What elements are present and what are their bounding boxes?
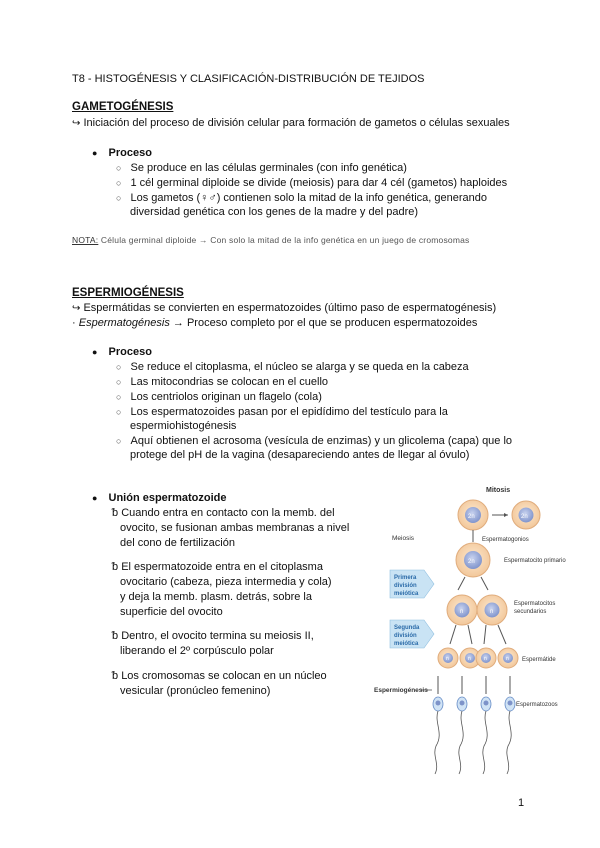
- primary-spermatocyte-cell: [456, 543, 490, 577]
- list-item: ○ Los espermatozoides pasan por el epidídimo del testículo para la: [116, 406, 448, 418]
- arrowhead: [504, 513, 508, 517]
- union-step-4: ᵬ Los cromosomas se colocan en un núcleo vesicular (pronúcleo femenino): [112, 670, 327, 697]
- espermiogenesis-intro: ↪ Espermátidas se convierten en espermatozoides (último paso de espermatogénesis): [72, 302, 497, 314]
- svg-text:n: n: [506, 656, 509, 662]
- union-step-1: ᵬ Cuando entra en contacto con la memb. del ovocito, se fusionan ambas membranas a nivel del cono de fertilización: [112, 507, 350, 549]
- list-item: ○ 1 cél germinal diploide se divide (meiosis) para dar 4 cél (gametos) haploides: [116, 177, 508, 189]
- spermatogonium-cell: [458, 500, 488, 530]
- svg-text:n: n: [460, 609, 464, 615]
- list-item: ○ Aquí obtienen el acrosoma (vesícula de enzimas) y un glicolema (capa) que lo: [116, 435, 513, 447]
- label-espermatozoos: Espermatozoos: [516, 702, 558, 708]
- spermatozoon: [457, 697, 467, 774]
- return-arrow-icon: ↪: [72, 118, 81, 129]
- bullet-icon: ●: [92, 148, 98, 158]
- svg-text:2n: 2n: [468, 559, 475, 565]
- section-heading-espermiogenesis: ESPERMIOGÉNESIS: [72, 287, 184, 299]
- secondary-spermatocyte-cell: [447, 595, 477, 625]
- label-espermatocito-primario: Espermatocito primario: [504, 558, 566, 564]
- svg-text:división: división: [394, 583, 417, 589]
- circle-bullet-icon: ○: [116, 178, 122, 188]
- circle-bullet-icon: ○: [116, 377, 122, 387]
- label-espermiogenesis: Espermiogénesis: [374, 687, 428, 694]
- svg-text:n: n: [446, 656, 449, 662]
- svg-text:n: n: [468, 656, 471, 662]
- note: NOTA: Célula germinal diploide → Con solo la mitad de la info genética en un juego de cromosomas: [72, 235, 470, 245]
- arrow-down: [498, 625, 506, 644]
- svg-text:división: división: [394, 633, 417, 639]
- list-item-continuation: protege del pH de la vagina (desapareciendo antes de llegar al óvulo): [130, 449, 470, 461]
- circle-bullet-icon: ○: [116, 193, 122, 203]
- circle-bullet-icon: ○: [116, 436, 122, 446]
- label-espermatide: Espermátide: [522, 657, 556, 663]
- spermatogenesis-diagram: [362, 478, 566, 778]
- espermatogenesis-definition: · Espermatogénesis → Proceso completo por el que se producen espermatozoides: [72, 317, 478, 329]
- segunda-division-label-box: [390, 620, 434, 648]
- label-meiosis: Meiosis: [392, 535, 415, 542]
- svg-text:n: n: [484, 656, 487, 662]
- gametogenesis-intro: ↪ Iniciación del proceso de división celular para formación de gametos o células sexuales: [72, 117, 510, 129]
- bullet-icon: ●: [92, 493, 98, 503]
- primera-division-label-box: [390, 570, 434, 598]
- circle-bullet-icon: ○: [116, 407, 122, 417]
- spermatid-cell: [498, 648, 518, 668]
- list-item: ○ Los centriolos originan un flagelo (cola): [116, 391, 322, 403]
- spermatozoon: [481, 697, 491, 774]
- arrow-down: [458, 577, 465, 590]
- label-mitosis: Mitosis: [486, 487, 511, 494]
- step-arrow-icon: ᵬ: [112, 507, 119, 519]
- union-step-2: ᵬ El espermatozoide entra en el citoplasma ovocitario (cabeza, pieza intermedia y cola) y deja la memb. plasm. detrás, sobre la superficie del ovocito: [112, 561, 332, 618]
- svg-text:n: n: [490, 609, 494, 615]
- label-espermatogonios: Espermatogonios: [482, 537, 529, 543]
- list-item-continuation: diversidad genética con los genes de la madre y del padre): [130, 206, 419, 218]
- espermiogenesis-proceso: ● Proceso: [92, 346, 152, 358]
- secondary-spermatocyte-cell: [477, 595, 507, 625]
- page-number: 1: [518, 797, 525, 809]
- spermatozoon: [505, 697, 515, 774]
- arrow-down: [450, 625, 456, 644]
- step-arrow-icon: ᵬ: [112, 670, 119, 682]
- arrow-down: [481, 577, 488, 590]
- step-arrow-icon: ᵬ: [112, 630, 119, 642]
- list-item: ○ Las mitocondrias se colocan en el cuello: [116, 376, 329, 388]
- return-arrow-icon: ↪: [72, 303, 81, 314]
- circle-bullet-icon: ○: [116, 163, 122, 173]
- arrow-down: [484, 625, 486, 644]
- svg-text:2n: 2n: [468, 514, 475, 520]
- union-step-3: ᵬ Dentro, el ovocito termina su meiosis II, liberando el 2º corpúsculo polar: [112, 630, 314, 657]
- spermatozoon: [433, 697, 443, 774]
- list-item: ○ Se produce en las células germinales (con info genética): [116, 162, 407, 174]
- small-bullet-icon: ·: [72, 317, 76, 329]
- label-espermatocitos-secundarios: Espermatocitos: [514, 601, 556, 607]
- step-arrow-icon: ᵬ: [112, 561, 119, 573]
- svg-text:meiótica: meiótica: [394, 591, 419, 597]
- page-title: T8 - HISTOGÉNESIS Y CLASIFICACIÓN-DISTRIBUCIÓN DE TEJIDOS: [72, 73, 425, 85]
- bullet-icon: ●: [92, 347, 98, 357]
- circle-bullet-icon: ○: [116, 362, 122, 372]
- arrow-down: [468, 625, 472, 644]
- svg-text:meiótica: meiótica: [394, 641, 419, 647]
- svg-text:Segunda: Segunda: [394, 625, 420, 631]
- svg-text:2n: 2n: [521, 514, 528, 520]
- label-espermatocitos-secundarios: secundarios: [514, 609, 547, 615]
- spermatogonium-cell: [512, 501, 540, 529]
- spermatid-cell: [438, 648, 458, 668]
- spermatid-cell: [476, 648, 496, 668]
- list-item: ○ Se reduce el citoplasma, el núcleo se alarga y se queda en la cabeza: [116, 361, 469, 373]
- circle-bullet-icon: ○: [116, 392, 122, 402]
- svg-text:Primera: Primera: [394, 575, 417, 581]
- section-heading-gametogenesis: GAMETOGÉNESIS: [72, 101, 174, 113]
- gametogenesis-proceso: ● Proceso: [92, 147, 152, 159]
- list-item-continuation: espermiohistogénesis: [130, 420, 237, 432]
- union-espermatozoide: ● Unión espermatozoide: [92, 492, 227, 504]
- list-item: ○ Los gametos (♀♂) contienen solo la mitad de la info genética, generando: [116, 192, 487, 204]
